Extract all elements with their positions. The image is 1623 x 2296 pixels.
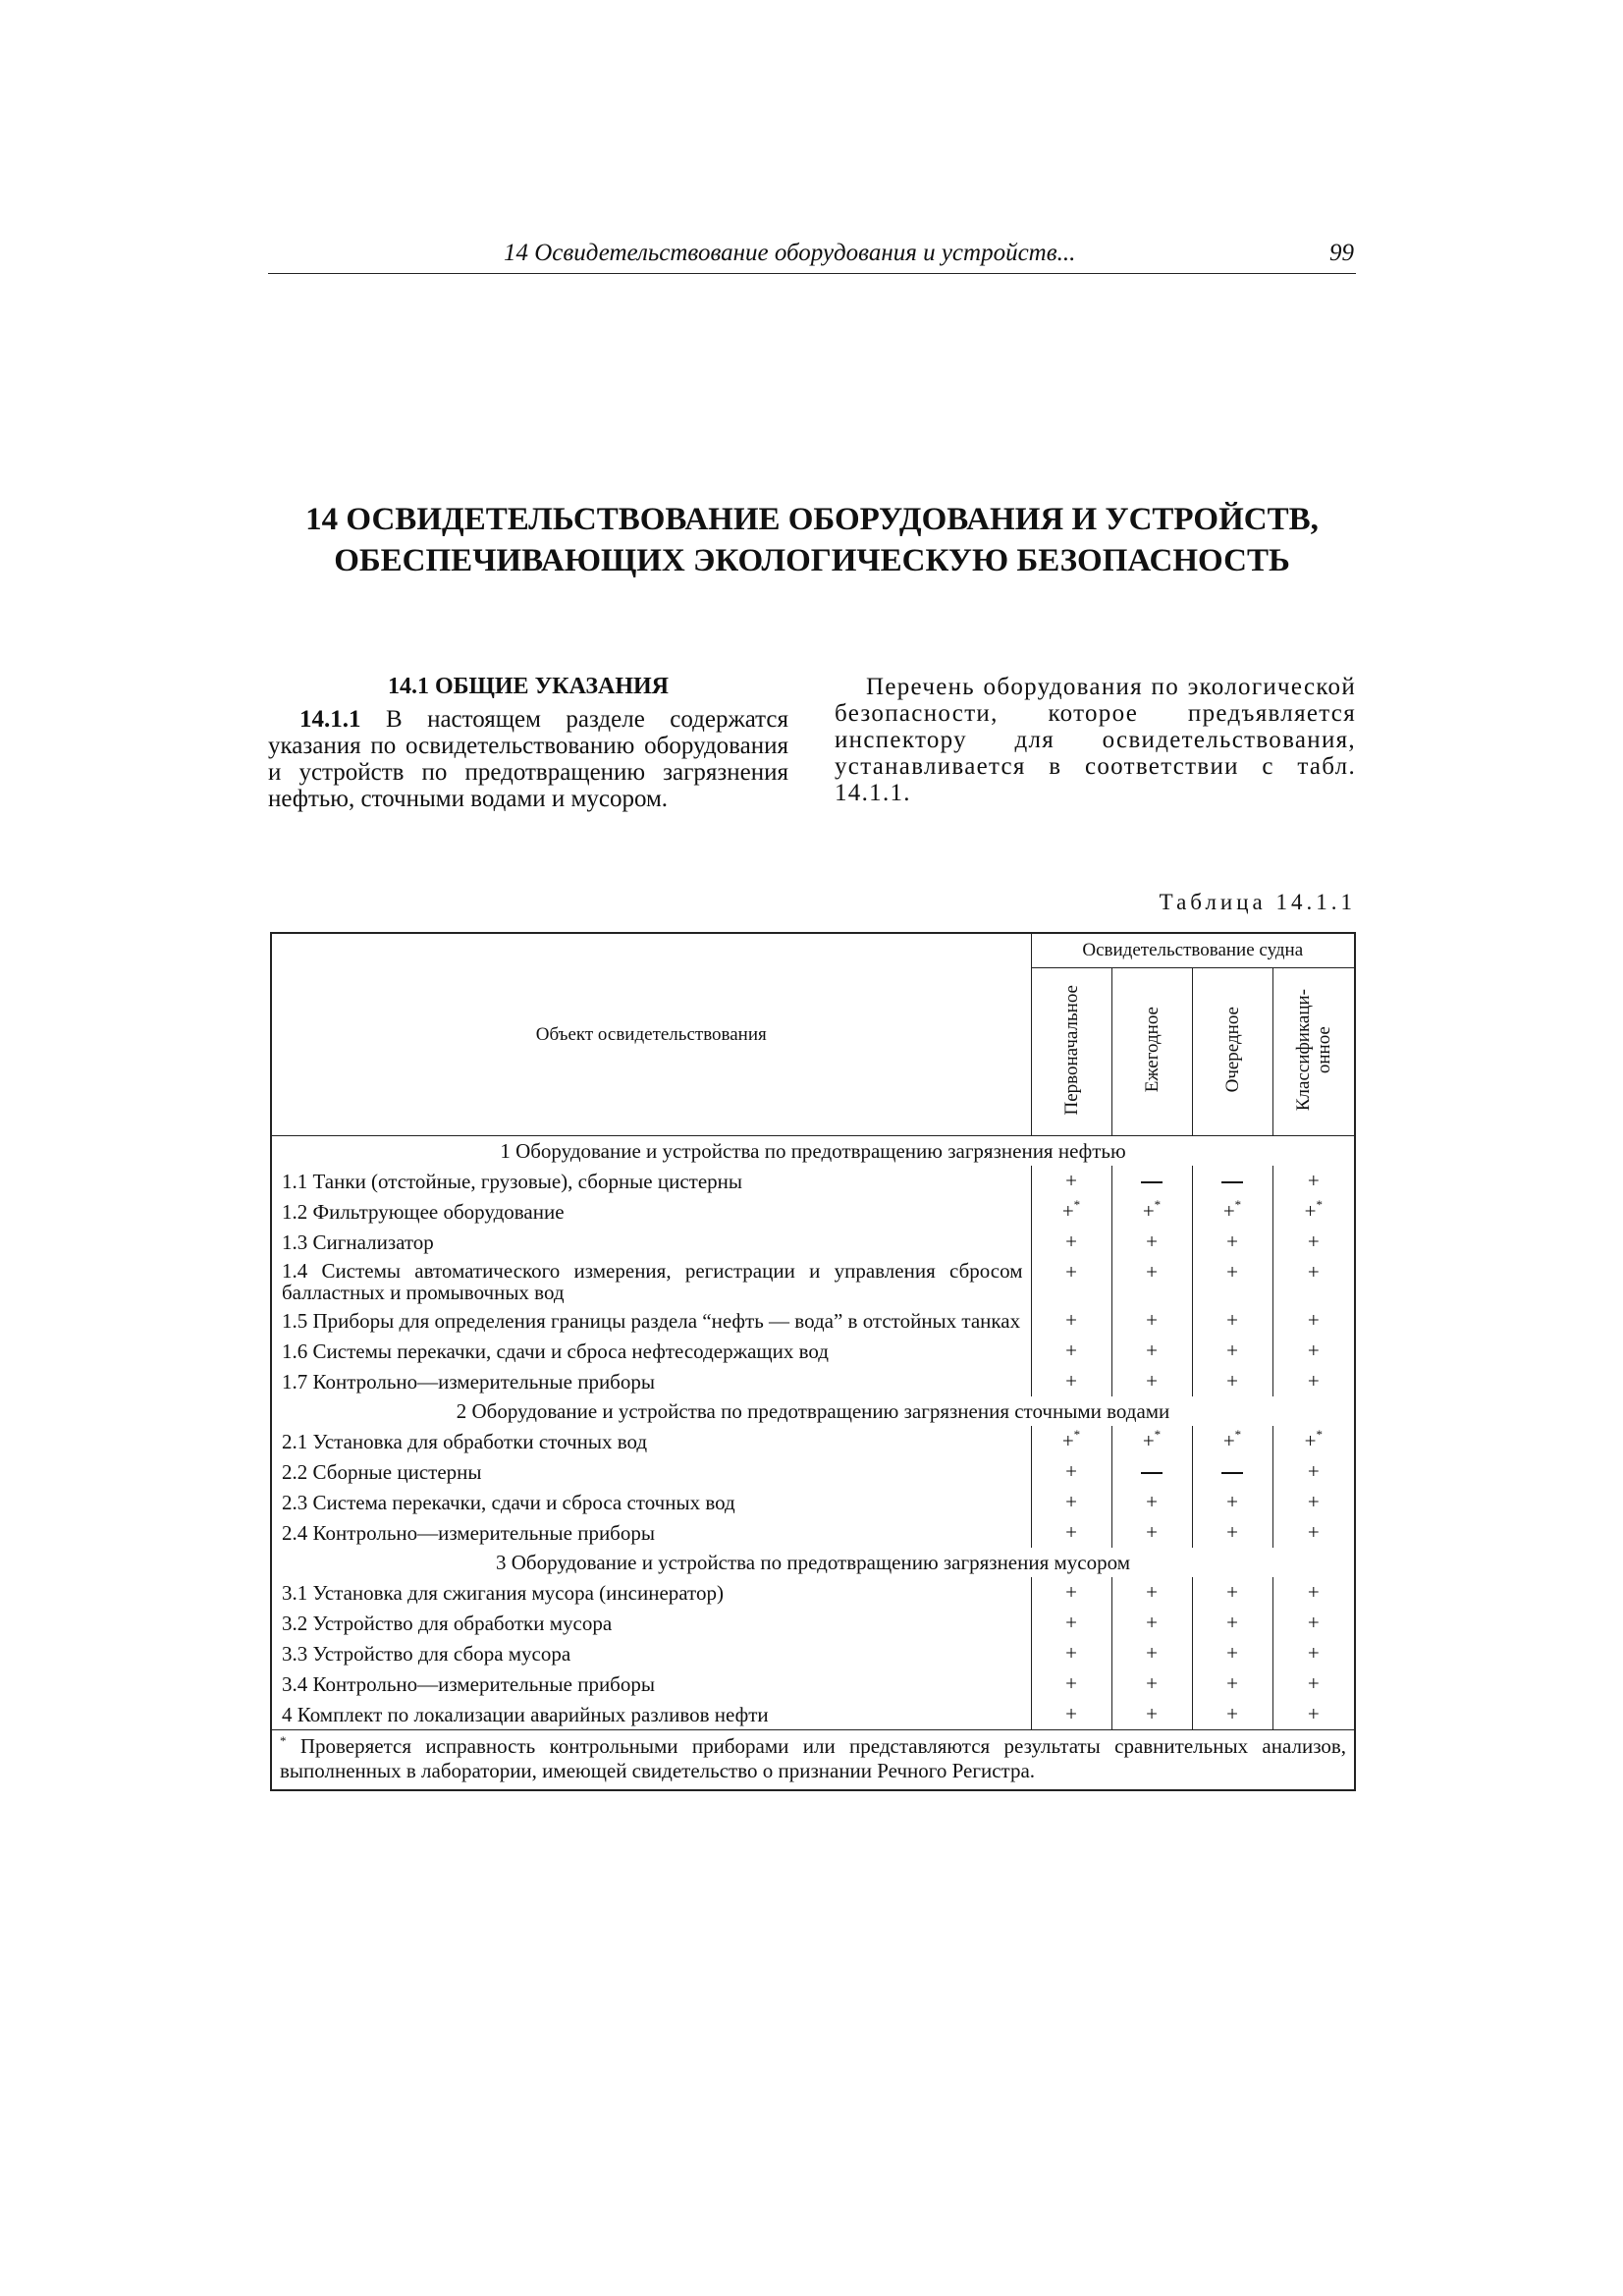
survey-mark: +	[1272, 1608, 1355, 1638]
survey-mark: +	[1192, 1366, 1272, 1396]
footnote-asterisk: *	[1154, 1197, 1162, 1212]
survey-mark	[1192, 1196, 1272, 1227]
row-label: 3.4 Контрольно—измерительные приборы	[271, 1668, 1031, 1699]
plus-mark-with-footnote: +*	[1142, 1427, 1162, 1452]
row-label: 1.4 Системы автоматического измерения, регистрации и управления сбросом балластных и промывочных вод	[271, 1257, 1031, 1305]
survey-mark: +	[1272, 1227, 1355, 1257]
plus-mark-with-footnote: +*	[1222, 1197, 1242, 1223]
footnote-asterisk: *	[1234, 1427, 1242, 1442]
section-row	[271, 1396, 1355, 1426]
survey-mark: +	[1111, 1638, 1192, 1668]
footnote-row	[271, 1730, 1355, 1791]
survey-mark: +	[1031, 1227, 1111, 1257]
survey-mark: +	[1111, 1305, 1192, 1336]
survey-mark: +	[1031, 1668, 1111, 1699]
survey-group-header: Освидетельствование судна	[1031, 933, 1355, 968]
table-row	[271, 1366, 1355, 1396]
section-title: 3 Оборудование и устройства по предотвращению загрязнения мусором	[271, 1548, 1355, 1577]
row-label: 1.1 Танки (отстойные, грузовые), сборные цистерны	[271, 1166, 1031, 1196]
dash-mark	[1221, 1181, 1243, 1183]
dash-mark	[1141, 1181, 1163, 1183]
survey-mark: +	[1272, 1257, 1355, 1305]
survey-mark: +	[1272, 1638, 1355, 1668]
survey-mark: +	[1272, 1577, 1355, 1608]
running-header	[268, 240, 1356, 274]
survey-mark: +	[1111, 1517, 1192, 1548]
object-column-header: Объект освидетельствования	[271, 933, 1031, 1136]
column-header-periodic: Очередное	[1192, 968, 1272, 1136]
table-row	[271, 1227, 1355, 1257]
survey-mark: +	[1272, 1305, 1355, 1336]
survey-mark: +	[1031, 1166, 1111, 1196]
survey-mark: +	[1272, 1166, 1355, 1196]
table-row	[271, 1487, 1355, 1517]
table-row	[271, 1257, 1355, 1305]
survey-mark	[1192, 1456, 1272, 1487]
row-label: 2.4 Контрольно—измерительные приборы	[271, 1517, 1031, 1548]
footnote-asterisk: *	[1234, 1197, 1242, 1212]
survey-mark	[1111, 1166, 1192, 1196]
table-row	[271, 1305, 1355, 1336]
survey-mark	[1031, 1426, 1111, 1456]
section-row	[271, 1548, 1355, 1577]
survey-mark	[1111, 1456, 1192, 1487]
survey-mark: +	[1272, 1456, 1355, 1487]
survey-mark: +	[1111, 1699, 1192, 1730]
column-header-annual: Ежегодное	[1111, 968, 1192, 1136]
table-row	[271, 1638, 1355, 1668]
paragraph-number: 14.1.1	[299, 706, 361, 733]
survey-mark: +	[1192, 1487, 1272, 1517]
table-row	[271, 1426, 1355, 1456]
table-row	[271, 1699, 1355, 1730]
row-label: 1.7 Контрольно—измерительные приборы	[271, 1366, 1031, 1396]
row-label: 3.3 Устройство для сбора мусора	[271, 1638, 1031, 1668]
survey-mark: +	[1111, 1487, 1192, 1517]
page-number: 99	[1329, 240, 1354, 266]
table-body	[271, 1136, 1355, 1791]
table-row	[271, 1608, 1355, 1638]
survey-mark: +	[1031, 1517, 1111, 1548]
row-label: 2.2 Сборные цистерны	[271, 1456, 1031, 1487]
row-label: 1.2 Фильтрующее оборудование	[271, 1196, 1031, 1227]
survey-mark: +	[1031, 1456, 1111, 1487]
survey-table	[270, 932, 1356, 1791]
footnote-asterisk: *	[1316, 1427, 1323, 1442]
table-row	[271, 1668, 1355, 1699]
section-heading: 14.1 ОБЩИЕ УКАЗАНИЯ	[388, 674, 669, 699]
row-label: 4 Комплект по локализации аварийных разливов нефти	[271, 1699, 1031, 1730]
survey-mark	[1272, 1426, 1355, 1456]
survey-mark: +	[1272, 1517, 1355, 1548]
row-label: 3.1 Установка для сжигания мусора (инсинератор)	[271, 1577, 1031, 1608]
footnote-asterisk: *	[1154, 1427, 1162, 1442]
survey-mark: +	[1111, 1336, 1192, 1366]
footnote-asterisk: *	[1073, 1197, 1081, 1212]
left-column	[268, 674, 788, 812]
footnote-asterisk: *	[1316, 1197, 1323, 1212]
row-label: 1.3 Сигнализатор	[271, 1227, 1031, 1257]
row-label: 1.6 Системы перекачки, сдачи и сброса нефтесодержащих вод	[271, 1336, 1031, 1366]
survey-mark	[1192, 1166, 1272, 1196]
footnote	[271, 1730, 1355, 1791]
dash-mark	[1141, 1472, 1163, 1474]
survey-mark: +	[1031, 1366, 1111, 1396]
survey-mark	[1031, 1196, 1111, 1227]
survey-mark: +	[1031, 1487, 1111, 1517]
survey-mark: +	[1111, 1366, 1192, 1396]
row-label: 3.2 Устройство для обработки мусора	[271, 1608, 1031, 1638]
right-column	[835, 674, 1356, 806]
table-row	[271, 1456, 1355, 1487]
chapter-title	[268, 499, 1356, 581]
survey-mark	[1272, 1196, 1355, 1227]
survey-mark: +	[1031, 1638, 1111, 1668]
paragraph-equipment-list: Перечень оборудования по экологической безопасности, которое предъявляется инспектору для освидетельствования, устанавливается в соответствии с табл. 14.1.1.	[835, 674, 1356, 806]
survey-mark: +	[1192, 1577, 1272, 1608]
dash-mark	[1221, 1472, 1243, 1474]
survey-mark: +	[1192, 1227, 1272, 1257]
running-header-title: 14 Освидетельствование оборудования и устройств...	[504, 240, 1076, 266]
column-header-initial: Первоначальное	[1031, 968, 1111, 1136]
chapter-title-line-2: ОБЕСПЕЧИВАЮЩИХ ЭКОЛОГИЧЕСКУЮ БЕЗОПАСНОСТЬ	[334, 543, 1290, 578]
survey-mark: +	[1192, 1638, 1272, 1668]
survey-mark: +	[1192, 1517, 1272, 1548]
survey-mark: +	[1192, 1668, 1272, 1699]
survey-mark: +	[1192, 1608, 1272, 1638]
survey-mark: +	[1192, 1305, 1272, 1336]
plus-mark-with-footnote: +*	[1061, 1197, 1081, 1223]
survey-mark	[1111, 1426, 1192, 1456]
survey-mark: +	[1272, 1336, 1355, 1366]
table-row	[271, 1517, 1355, 1548]
plus-mark-with-footnote: +*	[1304, 1427, 1323, 1452]
section-title: 2 Оборудование и устройства по предотвращению загрязнения сточными водами	[271, 1396, 1355, 1426]
column-header-classification: Классификаци- онное	[1272, 968, 1355, 1136]
row-label: 2.3 Система перекачки, сдачи и сброса сточных вод	[271, 1487, 1031, 1517]
plus-mark-with-footnote: +*	[1061, 1427, 1081, 1452]
table-row	[271, 1196, 1355, 1227]
survey-mark: +	[1111, 1227, 1192, 1257]
footnote-marker: *	[280, 1733, 287, 1748]
survey-mark	[1111, 1196, 1192, 1227]
survey-mark: +	[1272, 1668, 1355, 1699]
survey-mark: +	[1111, 1608, 1192, 1638]
survey-mark: +	[1192, 1699, 1272, 1730]
survey-mark: +	[1192, 1257, 1272, 1305]
section-title: 1 Оборудование и устройства по предотвращению загрязнения нефтью	[271, 1136, 1355, 1167]
survey-mark: +	[1031, 1699, 1111, 1730]
survey-mark: +	[1031, 1257, 1111, 1305]
plus-mark-with-footnote: +*	[1222, 1427, 1242, 1452]
survey-mark: +	[1111, 1577, 1192, 1608]
survey-mark: +	[1031, 1305, 1111, 1336]
paragraph-14-1-1	[268, 706, 788, 812]
table-row	[271, 1577, 1355, 1608]
chapter-title-line-1: 14 ОСВИДЕТЕЛЬСТВОВАНИЕ ОБОРУДОВАНИЯ И УСТРОЙСТВ,	[305, 502, 1319, 537]
plus-mark-with-footnote: +*	[1142, 1197, 1162, 1223]
survey-mark: +	[1272, 1699, 1355, 1730]
survey-mark: +	[1031, 1577, 1111, 1608]
survey-mark: +	[1031, 1336, 1111, 1366]
row-label: 1.5 Приборы для определения границы раздела “нефть — вода” в отстойных танках	[271, 1305, 1031, 1336]
survey-mark: +	[1272, 1366, 1355, 1396]
table-row	[271, 1336, 1355, 1366]
table-caption: Таблица 14.1.1	[1159, 890, 1356, 914]
footnote-asterisk: *	[1073, 1427, 1081, 1442]
footnote-text: Проверяется исправность контрольными приборами или представляются результаты сравнительных анализов, выполненных в лаборатории, имеющей свидетельство о признании Речного Регистра.	[280, 1734, 1347, 1782]
survey-mark: +	[1111, 1257, 1192, 1305]
plus-mark-with-footnote: +*	[1304, 1197, 1323, 1223]
paragraph-text: В настоящем разделе содержатся указания по освидетельствованию оборудования и устройств по предотвращению загрязнения нефтью, сточными водами и мусором.	[268, 706, 788, 812]
survey-mark: +	[1111, 1668, 1192, 1699]
table-row	[271, 1166, 1355, 1196]
section-row	[271, 1136, 1355, 1167]
row-label: 2.1 Установка для обработки сточных вод	[271, 1426, 1031, 1456]
survey-mark: +	[1031, 1608, 1111, 1638]
survey-mark: +	[1192, 1336, 1272, 1366]
survey-mark: +	[1272, 1487, 1355, 1517]
survey-mark	[1192, 1426, 1272, 1456]
